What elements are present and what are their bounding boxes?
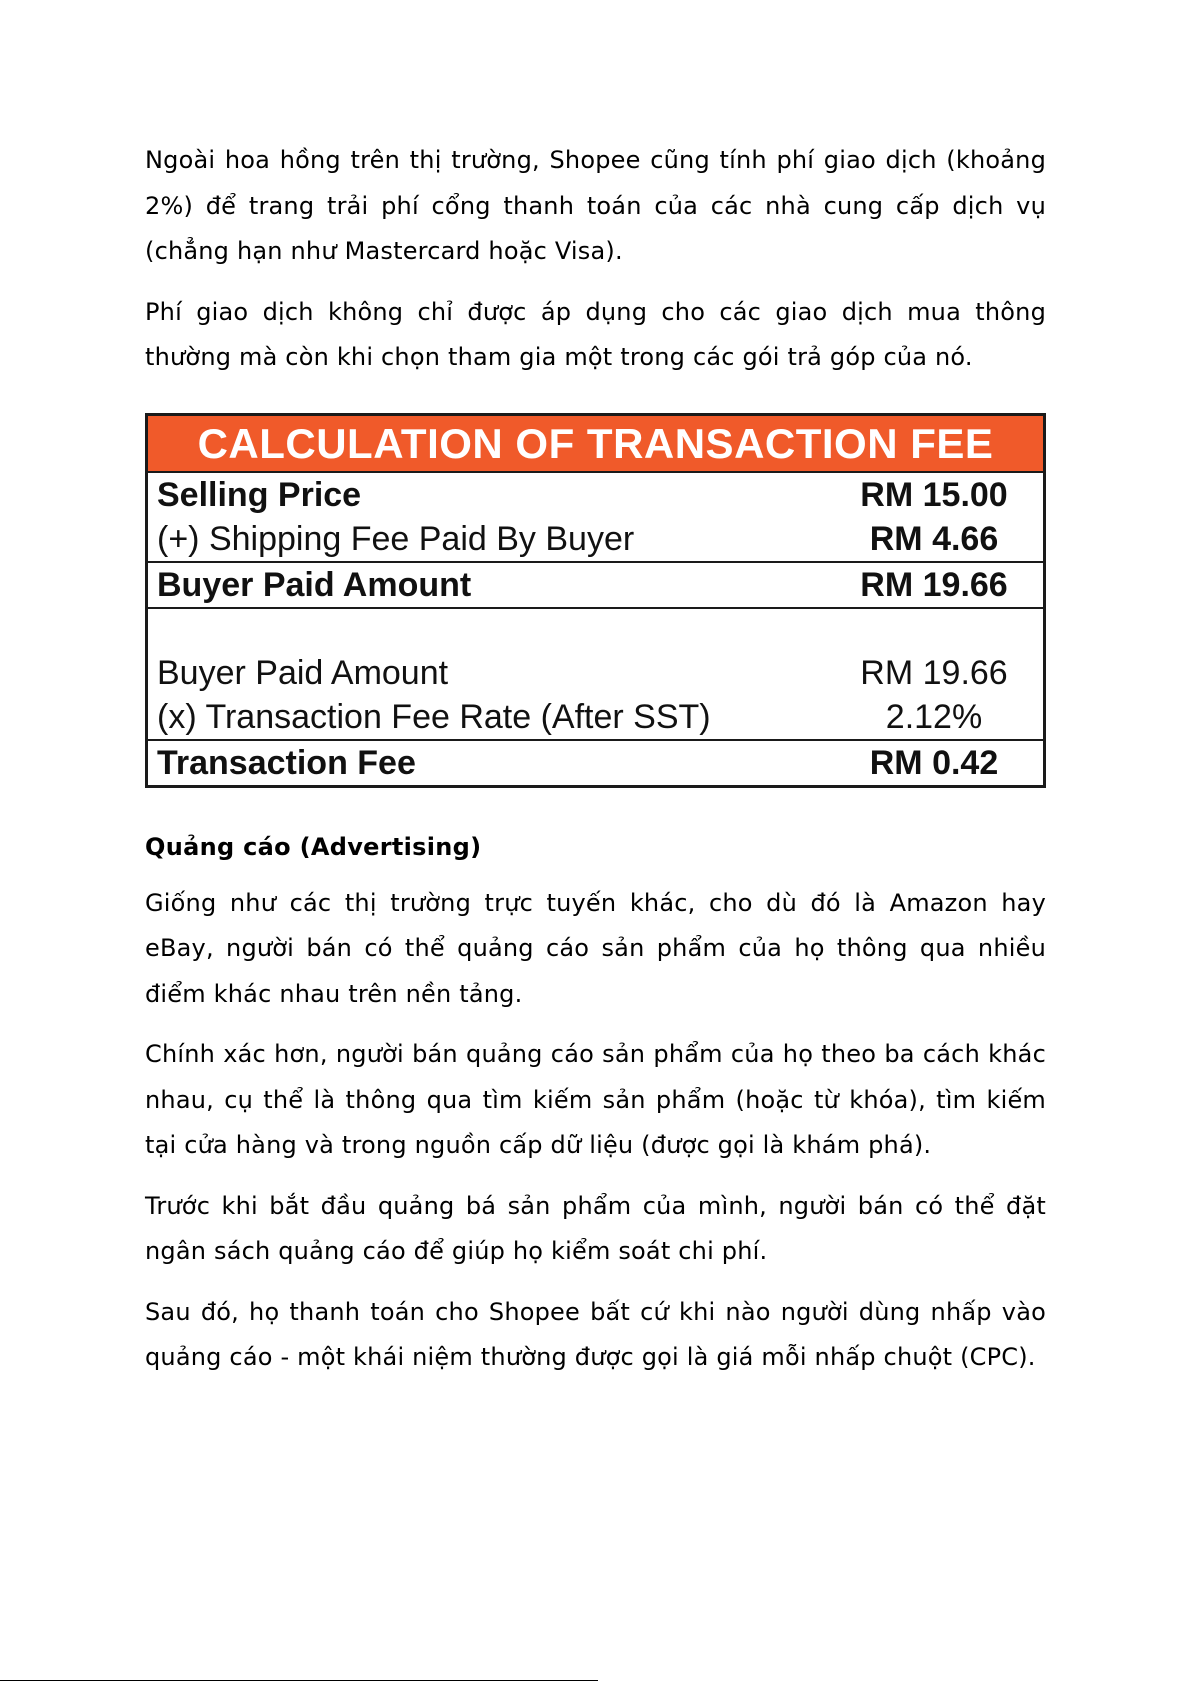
fee-row-label: (+) Shipping Fee Paid By Buyer [157, 519, 635, 558]
paragraph-transaction-fee-scope: Phí giao dịch không chỉ được áp dụng cho các giao dịch mua thông thường mà còn khi chọn tham gia một trong các gói trả góp của nó. [145, 297, 1046, 371]
fee-row-buyer-paid-total [148, 561, 1043, 607]
fee-row-label: Selling Price [157, 475, 362, 514]
fee-row-label: Buyer Paid Amount [157, 653, 449, 692]
fee-table-title: CALCULATION OF TRANSACTION FEE [148, 416, 1043, 473]
paragraph-advertising-cpc: Sau đó, họ thanh toán cho Shopee bất cứ khi nào người dùng nhấp vào quảng cáo - một khái niệm thường được gọi là giá mỗi nhấp chuột (CPC). [145, 1297, 1046, 1371]
fee-row-value: RM 15.00 [860, 475, 1008, 514]
fee-row-label: (x) Transaction Fee Rate (After SST) [157, 697, 711, 736]
paragraph-transaction-fee-intro: Ngoài hoa hồng trên thị trường, Shopee cũng tính phí giao dịch (khoảng 2%) để trang trải phí cổng thanh toán của các nhà cung cấp dịch vụ (chẳng hạn như Mastercard hoặc Visa). [145, 146, 1046, 265]
fee-row-shipping-fee [148, 517, 1043, 561]
fee-row-value: 2.12% [885, 697, 983, 736]
fee-row-buyer-paid-amount [148, 651, 1043, 695]
footer-divider [0, 1680, 598, 1681]
paragraph-advertising-methods: Chính xác hơn, người bán quảng cáo sản phẩm của họ theo ba cách khác nhau, cụ thể là thông qua tìm kiếm sản phẩm (hoặc từ khóa), tìm kiếm tại cửa hàng và trong nguồn cấp dữ liệu (được gọi là khám phá). [145, 1040, 1046, 1159]
fee-row-fee-rate [148, 695, 1043, 739]
fee-row-value: RM 19.66 [860, 653, 1008, 692]
fee-row-label: Transaction Fee [157, 743, 416, 782]
document-page [145, 138, 1046, 1396]
paragraph-advertising-intro: Giống như các thị trường trực tuyến khác, cho dù đó là Amazon hay eBay, người bán có thể quảng cáo sản phẩm của họ thông qua nhiều điểm khác nhau trên nền tảng. [145, 888, 1046, 1008]
fee-row-label: Buyer Paid Amount [157, 565, 472, 604]
fee-row-value: RM 0.42 [869, 743, 999, 782]
fee-table-spacer [148, 607, 1043, 651]
transaction-fee-table [145, 413, 1046, 788]
fee-row-value: RM 19.66 [860, 565, 1008, 604]
fee-row-transaction-fee [148, 739, 1043, 785]
fee-row-value: RM 4.66 [869, 519, 999, 558]
paragraph-advertising-budget: Trước khi bắt đầu quảng bá sản phẩm của mình, người bán có thể đặt ngân sách quảng cáo để giúp họ kiểm soát chi phí. [145, 1191, 1046, 1265]
fee-row-selling-price [148, 473, 1043, 517]
section-heading-advertising: Quảng cáo (Advertising) [145, 832, 482, 861]
